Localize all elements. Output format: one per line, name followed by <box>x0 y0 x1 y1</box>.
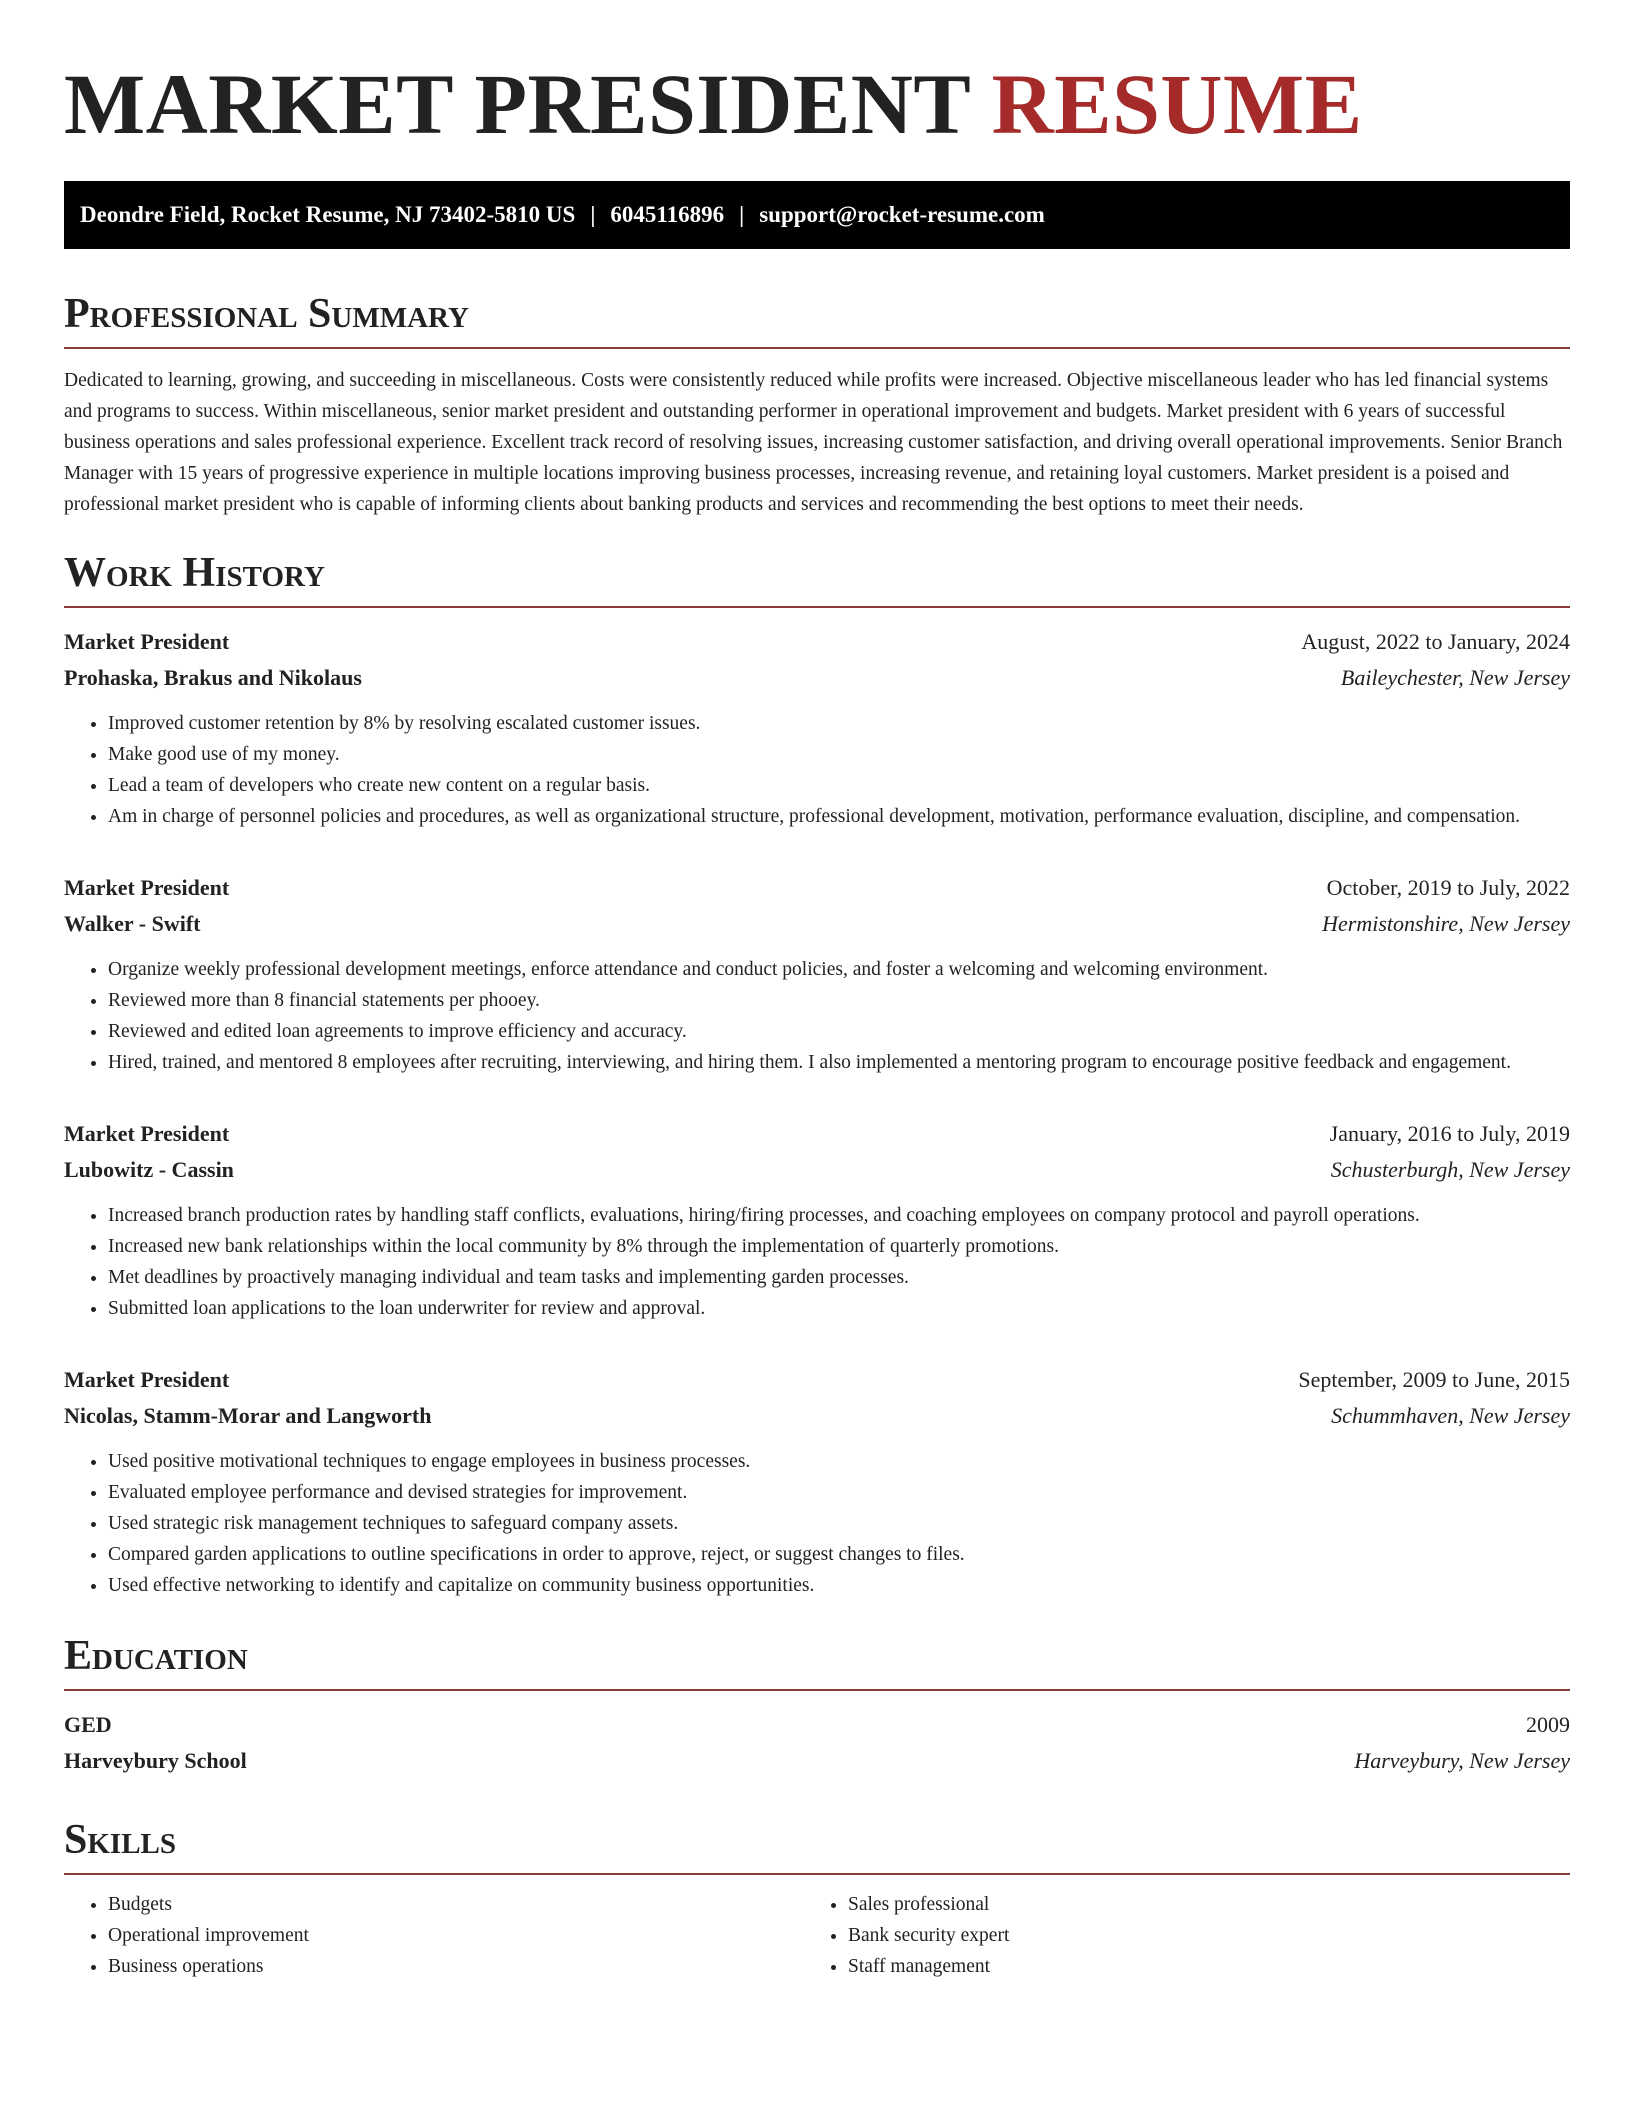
contact-separator: | <box>590 202 596 227</box>
job-company-row <box>64 906 1570 942</box>
skill-item: • Business operations <box>108 1951 804 1982</box>
list-item: • Hired, trained, and mentored 8 employees after recruiting, interviewing, and hiring them. I also implemented a mentoring program to encourage positive feedback and engagement. <box>108 1047 1570 1078</box>
job-bullets <box>64 1446 1570 1601</box>
skills-grid <box>64 1889 1570 1982</box>
job-dates: September, 2009 to June, 2015 <box>1298 1367 1570 1392</box>
summary-section <box>64 289 1570 520</box>
skill-item: • Bank security expert <box>848 1920 1544 1951</box>
list-item: • Met deadlines by proactively managing individual and team tasks and implementing garden processes. <box>108 1262 1570 1293</box>
job-dates: October, 2019 to July, 2022 <box>1326 875 1570 900</box>
job-entry <box>64 1362 1570 1601</box>
list-item: • Organize weekly professional development meetings, enforce attendance and conduct policies, and foster a welcoming and welcoming environment. <box>108 954 1570 985</box>
job-company-row <box>64 1398 1570 1434</box>
job-header-row <box>64 1362 1570 1398</box>
list-item: • Am in charge of personnel policies and procedures, as well as organizational structure, professional development, motivation, performance evaluation, discipline, and compensation. <box>108 801 1570 832</box>
skill-item: • Operational improvement <box>108 1920 804 1951</box>
list-item: • Increased new bank relationships within the local community by 8% through the implementation of quarterly promotions. <box>108 1231 1570 1262</box>
list-item: • Lead a team of developers who create new content on a regular basis. <box>108 770 1570 801</box>
education-year: 2009 <box>1526 1712 1570 1737</box>
work-history-section <box>64 548 1570 1601</box>
job-company: Nicolas, Stamm-Morar and Langworth <box>64 1403 432 1428</box>
job-entry <box>64 624 1570 832</box>
skills-column-right <box>804 1889 1544 1982</box>
job-bullets <box>64 708 1570 832</box>
education-degree: GED <box>64 1712 112 1737</box>
education-location: Harveybury, New Jersey <box>1354 1748 1570 1773</box>
job-company-row <box>64 660 1570 696</box>
job-header-row <box>64 1116 1570 1152</box>
contact-bar <box>64 181 1570 249</box>
list-item: • Compared garden applications to outline specifications in order to approve, reject, or suggest changes to files. <box>108 1539 1570 1570</box>
job-entry <box>64 1116 1570 1324</box>
education-school: Harveybury School <box>64 1748 247 1773</box>
job-location: Hermistonshire, New Jersey <box>1322 911 1570 936</box>
list-item: • Make good use of my money. <box>108 739 1570 770</box>
list-item: • Reviewed and edited loan agreements to improve efficiency and accuracy. <box>108 1016 1570 1047</box>
skill-item: • Staff management <box>848 1951 1544 1982</box>
job-header-row <box>64 624 1570 660</box>
education-heading: Education <box>64 1631 1570 1691</box>
summary-text: Dedicated to learning, growing, and succeeding in miscellaneous. Costs were consistently reduced while profits were increased. Objective miscellaneous leader who has led financial systems and programs to success. Within miscellaneous, senior market president and outstanding performer in operational improvement and budgets. Market president with 6 years of successful business operations and sales professional experience. Excellent track record of resolving issues, increasing customer satisfaction, and driving overall operational improvements. Senior Branch Manager with 15 years of progressive experience in multiple locations improving business processes, increasing revenue, and retaining loyal customers. Market president is a poised and professional market president who is capable of informing clients about banking products and services and recommending the best options to meet their needs. <box>64 370 1563 515</box>
list-item: • Increased branch production rates by handling staff conflicts, evaluations, hiring/firing processes, and coaching employees on company protocol and payroll operations. <box>108 1200 1570 1231</box>
skills-column-left <box>64 1889 804 1982</box>
education-school-row <box>64 1743 1570 1779</box>
job-company: Prohaska, Brakus and Nikolaus <box>64 665 362 690</box>
job-bullets <box>64 954 1570 1078</box>
title-accent: RESUME <box>991 56 1363 152</box>
job-title: Market President <box>64 629 230 654</box>
resume-title <box>64 52 1570 156</box>
list-item: • Used effective networking to identify and capitalize on community business opportunities. <box>108 1570 1570 1601</box>
work-history-heading: Work History <box>64 548 1570 608</box>
skill-item: • Sales professional <box>848 1889 1544 1920</box>
job-location: Schusterburgh, New Jersey <box>1330 1157 1570 1182</box>
contact-separator: | <box>739 202 745 227</box>
resume-page <box>64 0 1570 1982</box>
list-item: • Submitted loan applications to the loan underwriter for review and approval. <box>108 1293 1570 1324</box>
job-company-row <box>64 1152 1570 1188</box>
list-item: • Improved customer retention by 8% by resolving escalated customer issues. <box>108 708 1570 739</box>
job-dates: August, 2022 to January, 2024 <box>1301 629 1570 654</box>
education-entry <box>64 1707 1570 1779</box>
job-location: Baileychester, New Jersey <box>1340 665 1570 690</box>
summary-heading: Professional Summary <box>64 289 1570 349</box>
list-item: • Evaluated employee performance and devised strategies for improvement. <box>108 1477 1570 1508</box>
title-main: MARKET PRESIDENT <box>64 56 970 152</box>
job-header-row <box>64 870 1570 906</box>
list-item: • Used positive motivational techniques to engage employees in business processes. <box>108 1446 1570 1477</box>
education-section <box>64 1631 1570 1779</box>
job-title: Market President <box>64 1367 230 1392</box>
contact-email: support@rocket-resume.com <box>759 202 1045 227</box>
job-company: Walker - Swift <box>64 911 201 936</box>
skill-item: • Budgets <box>108 1889 804 1920</box>
job-company: Lubowitz - Cassin <box>64 1157 234 1182</box>
job-title: Market President <box>64 1121 230 1146</box>
job-location: Schummhaven, New Jersey <box>1331 1403 1570 1428</box>
education-degree-row <box>64 1707 1570 1743</box>
job-bullets <box>64 1200 1570 1324</box>
job-entry <box>64 870 1570 1078</box>
skills-section <box>64 1815 1570 1982</box>
contact-phone: 6045116896 <box>610 202 725 227</box>
list-item: • Reviewed more than 8 financial statements per phooey. <box>108 985 1570 1016</box>
job-title: Market President <box>64 875 230 900</box>
list-item: • Used strategic risk management techniques to safeguard company assets. <box>108 1508 1570 1539</box>
skills-heading: Skills <box>64 1815 1570 1875</box>
contact-address: Deondre Field, Rocket Resume, NJ 73402-5810 US <box>80 202 576 227</box>
job-dates: January, 2016 to July, 2019 <box>1329 1121 1570 1146</box>
